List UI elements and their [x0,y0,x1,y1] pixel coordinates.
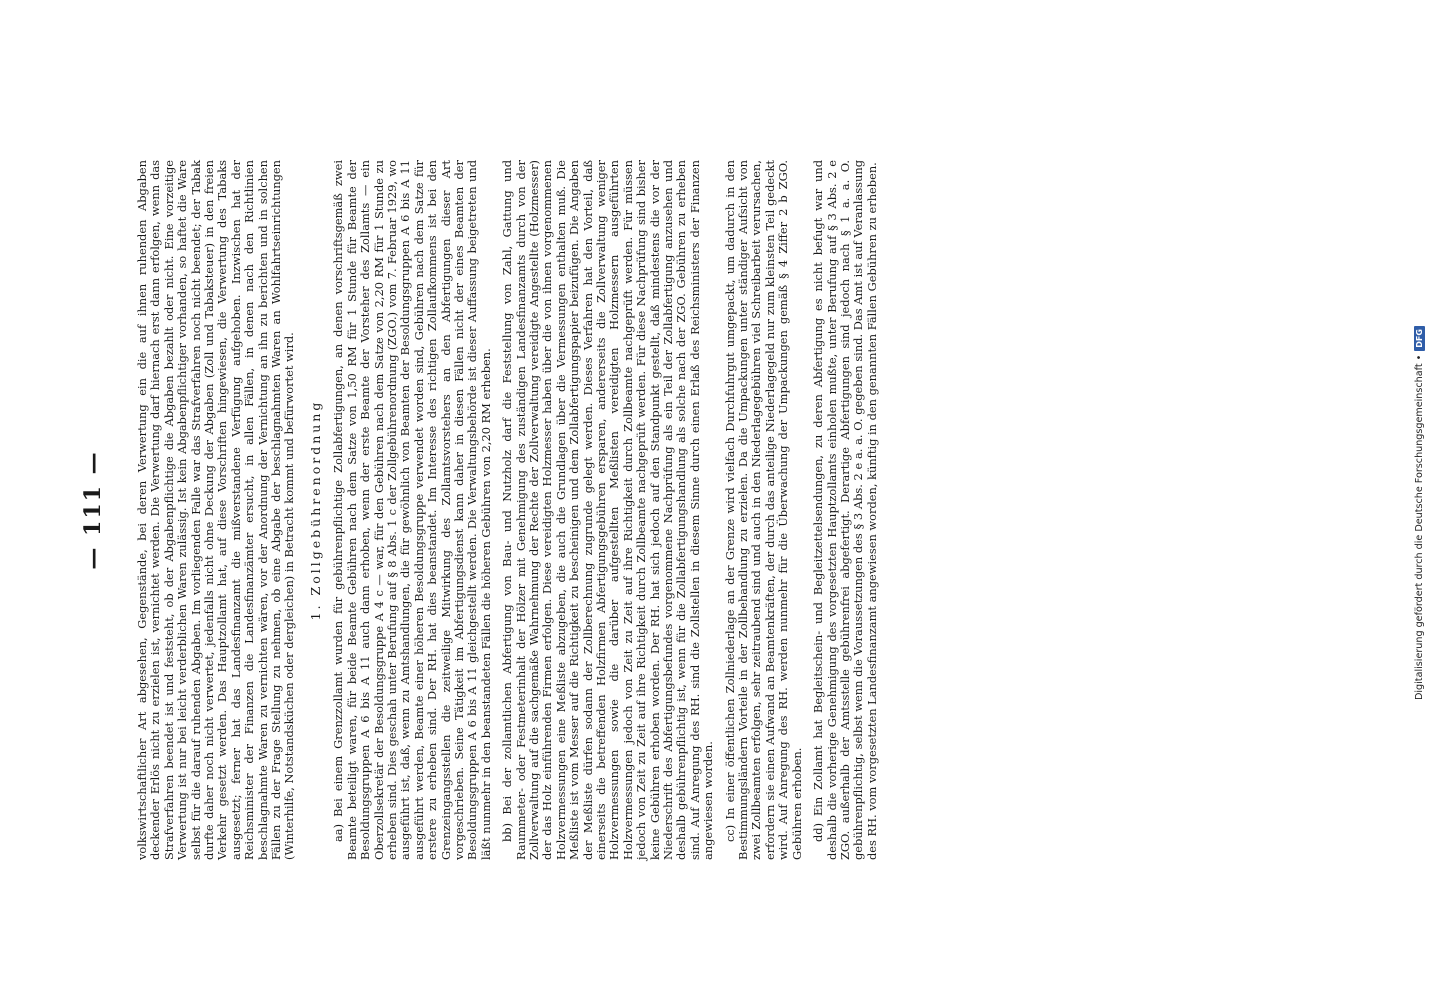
paragraph-intro: volkswirtschaftlicher Art abgesehen, Gegenstände, bei deren Verwertung ein die auf ihnen ruhenden Abgaben deckender Erlös nicht zu erzielen ist, vernichtet werden. Die Verwertung darf hiernach erst dann erfolgen, wenn das Strafverfahren beendet ist und feststeht, ob der Abgabenpflichtige die Abgaben bezahlt oder nicht. Eine vorzeitige Verwertung ist nur bei leicht verderblichen Waren zulässig. Ist kein Abgabenpflichtiger vorhanden, so haftet die Ware selbst für die darauf ruhenden Abgaben. Im vorliegenden Falle war das Strafverfahren noch nicht beendet; der Tabak durfte daher noch nicht verwertet, jedenfalls nicht ohne Deckung der Abgaben (Zoll und Tabaksteuer) in den freien Verkehr gesetzt werden. Das Hauptzollamt hat, auf diese Vorschriften hingewiesen, die Verwertung des Tabaks ausgesetzt; ferner hat das Landesfinanzamt die mißverstandene Verfügung aufgehoben. Inzwischen hat der Reichsminister der Finanzen die Landesfinanzämter ersucht, in allen Fällen, in denen nach den Richtlinien beschlagnahmte Waren zu vernichten wären, vor der Anordnung der Vernichtung an ihn zu berichten und in solchen Fällen zu der Frage Stellung zu nehmen, ob eine Abgabe der beschlagnahmten Waren an Wohlfahrtseinrichtungen (Winterhilfe, Notstandsküchen oder dergleichen) in Betracht kommt und befürwortet wird. [135,160,297,860]
paragraph-aa: aa) Bei einem Grenzzollamt wurden für gebührenpflichtige Zollabfertigungen, an denen vorschriftsgemäß zwei Beamte beteiligt waren, für beide Beamte Gebühren nach dem Satze von 1,50 RM für 1 Stunde für Beamte der Besoldungsgruppen A 6 bis A 11 auch dann erhoben, wenn der erste Beamte der Vorsteher des Zollamts — ein Oberzollsekretär der Besoldungsgruppe A 4 c — war, für den Gebühren nach dem Satze von 2,20 RM für 1 Stunde zu erheben sind. Dies geschah unter Berufung auf § 8 Abs. 1 c der Zollgebührenordnung (ZGO.) vom 7. Februar 1929, wo ausgeführt ist, daß, wenn zu Amtshandlungen, die für gewöhnlich von Beamten der Besoldungsgruppen A 6 bis A 11 ausgeführt werden, Beamte einer höheren Besoldungsgruppe verwendet worden sind, Gebühren nach dem Satze für erstere zu erheben sind. Der RH. hat dies beanstandet. Im Interesse des richtigen Zollaufkommens ist bei den Grenzeingangsstellen die zeitweilige Mitwirkung des Zollamtsvorstehers an den Abfertigungen dieser Art vorgeschrieben. Seine Tätigkeit im Abfertigungsdienst kann daher in diesen Fällen nicht der eines Beamten der Besoldungsgruppen A 6 bis A 11 gleichgestellt werden. Die Verwaltungsbehörde ist dieser Auffassung beigetreten und läßt nunmehr in den beanstandeten Fällen die höheren Gebühren von 2,20 RM erheben. [331,160,493,860]
digitization-note-text: Digitalisierung gefördert durch die Deutsche Forschungsgemeinschaft • [1414,354,1425,700]
section-heading: 1. Zollgebührenordnung [307,399,323,621]
paragraph-dd: dd) Ein Zollamt hat Begleitschein- und Begleitzettelsendungen, zu deren Abfertigung es nicht befugt war und deshalb die vorherige Genehmigung des vorgesetzten Hauptzollamts einholen mußte, unter Berufung auf § 3 Abs. 2 e ZGO. außerhalb der Amtsstelle gebührenfrei abgefertigt. Derartige Abfertigungen sind jedoch nach § 1 a. a. O. gebührenpflichtig, selbst wenn die Voraussetzungen des § 3 Abs. 2 e a. a. O. gegeben sind. Das Amt ist auf Veranlassung des RH. vom vorgesetzten Landesfinanzamt angewiesen worden, künftig in den genannten Fällen Gebühren zu erheben. [811,160,879,860]
rotated-page-content [80,160,1280,860]
dfg-logo: DFG [1414,326,1425,351]
paragraph-cc: cc) In einer öffentlichen Zollniederlage an der Grenze wird vielfach Durchfuhrgut umgepackt, um dadurch in den Bestimmungsländern Vorteile in der Zollbehandlung zu erzielen. Da die Umpackungen unter ständiger Aufsicht von zwei Zollbeamten erfolgen, sehr zeitraubend sind und auch in den Niederlagegebühren viel Schreibarbeit verursachen, erfordern sie einen Aufwand an Beamtenkräften, der durch das anteilige Niederlagegeld nur zum kleinsten Teil gedeckt wird. Auf Anregung des RH. werden nunmehr für die Überwachung der Umpackungen gemäß § 4 Ziffer 2 b ZGO. Gebühren erhoben. [722,160,804,860]
paragraph-bb: bb) Bei der zollamtlichen Abfertigung von Bau- und Nutzholz darf die Feststellung von Zahl, Gattung und Raummeter- oder Festmeterinhalt der Hölzer mit Genehmigung des zuständigen Landesfinanzamts durch von der Zollverwaltung auf die sachgemäße Wahrnehmung der Rechte der Zollverwaltung vereidigte Angestellte (Holzmesser) der das Holz einführenden Firmen erfolgen. Diese vereidigten Holzmesser haben über die von ihnen vorgenommenen Holzvermessungen eine Meßliste abzugeben, die auch die Grundlagen über die Vermessungen enthalten muß. Die Meßliste ist vom Messer auf die Richtigkeit zu bescheinigen und dem Zollabfertigungspapier beizufügen. Die Angaben der Meßliste dürfen sodann der Zollberechnung zugrunde gelegt werden. Dieses Verfahren hat den Vorteil, daß einerseits die betreffenden Holzfirmen Abfertigungsgebühren ersparen, andererseits die Zollverwaltung weniger Holzvermessungen sowie die darüber aufgestellten Meßlisten vereidigten Holzmessern ausgeführten Holzvermessungen jedoch von Zeit zu Zeit auf ihre Richtigkeit durch Zollbeamte nachgeprüft werden. Für müssen jedoch von Zeit zu Zeit auf ihre Richtigkeit durch Zollbeamte nachgeprüft werden. Für diese Nachprüfung sind bisher keine Gebühren erhoben worden. Der RH. hat sich jedoch auf den Standpunkt gestellt, daß mindestens die vor der Niederschrift des Abfertigungsbefundes vorgenommene Nachprüfung als ein Teil der Zollabfertigung anzusehen und deshalb gebührenpflichtig ist, wenn für die Zollabfertigungshandlung als solche nach der ZGO. Gebühren zu erheben sind. Auf Anregung des RH. sind die Zollstellen in diesem Sinne durch einen Erlaß des Reichsministers der Finanzen angewiesen worden. [500,160,716,860]
body-text [136,160,881,860]
page-number: — 111 — [80,450,106,570]
